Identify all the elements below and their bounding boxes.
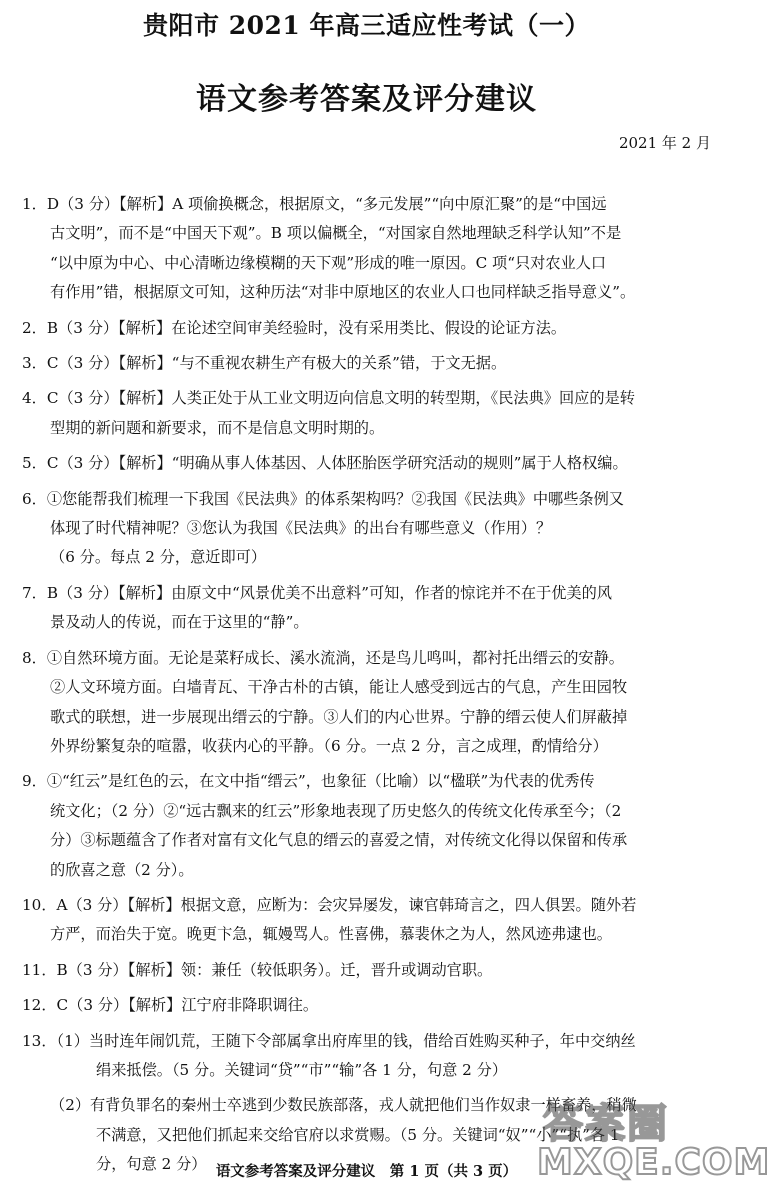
- answer-line: “以中原为中心、中心清晰边缘模糊的天下观”形成的唯一原因。C 项“只对农业人口: [50, 253, 607, 272]
- document-date: 2021 年 2 月: [618, 134, 711, 152]
- answer-line: 型期的新问题和新要求，而不是信息文明时期的。: [50, 418, 385, 437]
- answer-list: [22, 190, 718, 1186]
- answer-line: 绢来抵偿。（5 分。关键词“贷”“市”“输”各 1 分，句意 2 分）: [96, 1060, 508, 1079]
- answer-line: 古文明”，而不是“中国天下观”。B 项以偏概全，“对国家自然地理缺乏科学认知”不是: [50, 224, 622, 243]
- answer-line: ②人文环境方面。白墙青瓦、干净古朴的古镇，能让人感受到远古的气息，产生田园牧: [50, 678, 628, 697]
- answer-line: （6 分。每点 2 分，意近即可）: [50, 548, 267, 567]
- answer-line: 统文化；（2 分）②“远古飘来的红云”形象地表现了历史悠久的传统文化传承至今；（2: [50, 801, 622, 820]
- answer-line: 歌式的联想，进一步展现出缙云的宁静。③人们的内心世界。宁静的缙云使人们屏蔽掉: [50, 707, 628, 726]
- answer-item-10: [22, 891, 718, 950]
- answer-item-4: [22, 384, 718, 443]
- answer-line: 13．（1）当时连年闹饥荒，王随下令部属拿出府库里的钱，借给百姓购买种子，年中交纳丝: [22, 1031, 636, 1050]
- answer-line: 7．B（3 分）【解析】由原文中“风景优美不出意料”可知，作者的惊诧并不在于优美的风: [22, 583, 612, 602]
- answer-line: 景及动人的传说，而在于这里的“静”。: [50, 613, 309, 632]
- answer-item-2: [22, 314, 718, 343]
- document-subtitle: 语文参考答案及评分建议: [196, 82, 537, 117]
- page-footer: 语文参考答案及评分建议 第 1 页（共 3 页）: [215, 1163, 518, 1180]
- answer-item-7: [22, 579, 718, 638]
- answer-line: 4．C（3 分）【解析】人类正处于从工业文明迈向信息文明的转型期，《民法典》回应的是转: [22, 389, 635, 408]
- answer-item-13-1: [22, 1027, 718, 1086]
- answer-item-9: [22, 767, 718, 885]
- answer-item-11: [22, 956, 718, 985]
- answer-item-1: [22, 190, 718, 308]
- answer-line: 5．C（3 分）【解析】“明确从事人体基因、人体胚胎医学研究活动的规则”属于人格权编。: [22, 454, 628, 473]
- answer-line: 12．C（3 分）【解析】江宁府非降职调往。: [22, 996, 319, 1015]
- answer-line: 有作用”错，根据原文可知，这种历法“对非中原地区的农业人口也同样缺乏指导意义”。: [50, 283, 636, 302]
- answer-line: 体现了时代精神呢？③您认为我国《民法典》的出台有哪些意义（作用）？: [50, 519, 552, 538]
- watermark-top-text: 答案圈: [543, 1101, 669, 1147]
- answer-line: 8．①自然环境方面。无论是菜籽成长、溪水流淌，还是鸟儿鸣叫，都衬托出缙云的安静。: [22, 648, 624, 667]
- answer-line: 不满意，又把他们抓起来交给官府以求赏赐。（5 分。关键词“奴”“小”“执”各 1: [96, 1125, 620, 1144]
- watermark-logo: [533, 1092, 770, 1192]
- answer-line: 10．A（3 分）【解析】根据文意，应断为：会灾异屡发，谏官韩琦言之，四人俱罢。随外若: [22, 895, 637, 914]
- answer-line: 3．C（3 分）【解析】“与不重视农耕生产有极大的关系”错，于文无据。: [22, 354, 507, 373]
- answer-line: 分，句意 2 分）: [96, 1155, 207, 1174]
- exam-title: 贵阳市 2021 年高三适应性考试（一）: [143, 11, 590, 40]
- answer-item-12: [22, 991, 718, 1020]
- answer-line: 9．①“红云”是红色的云，在文中指“缙云”，也象征（比喻）以“楹联”为代表的优秀传: [22, 772, 595, 791]
- answer-line: 外界纷繁复杂的喧嚣，收获内心的平静。（6 分。一点 2 分，言之成理，酌情给分）: [50, 736, 608, 755]
- answer-line: （2）有背负罪名的秦州士卒逃到少数民族部落，戎人就把他们当作奴隶一样畜养，稍微: [50, 1096, 637, 1115]
- answer-line: 2．B（3 分）【解析】在论述空间审美经验时，没有采用类比、假设的论证方法。: [22, 318, 567, 337]
- answer-item-5: [22, 449, 718, 478]
- answer-item-6: [22, 485, 718, 573]
- answer-item-8: [22, 644, 718, 762]
- answer-line: 6．①您能帮我们梳理一下我国《民法典》的体系架构吗？②我国《民法典》中哪些条例又: [22, 489, 624, 508]
- answer-line: 分）③标题蕴含了作者对富有文化气息的缙云的喜爱之情，对传统文化得以保留和传承: [50, 831, 628, 850]
- answer-line: 11．B（3 分）【解析】领：兼任（较低职务）。迁，晋升或调动官职。: [22, 960, 493, 979]
- answer-line: 1．D（3 分）【解析】A 项偷换概念，根据原文，“多元发展”“向中原汇聚”的是“中国远: [22, 195, 607, 213]
- watermark-bottom-text: MXQE.COM: [537, 1142, 770, 1183]
- answer-item-3: [22, 349, 718, 378]
- answer-line: 方严，而治失于宽。晚更卞急，辄嫚骂人。性喜佛，慕裴休之为人，然风迹弗逮也。: [50, 925, 612, 944]
- answer-line: 的欣喜之意（2 分）。: [50, 860, 194, 879]
